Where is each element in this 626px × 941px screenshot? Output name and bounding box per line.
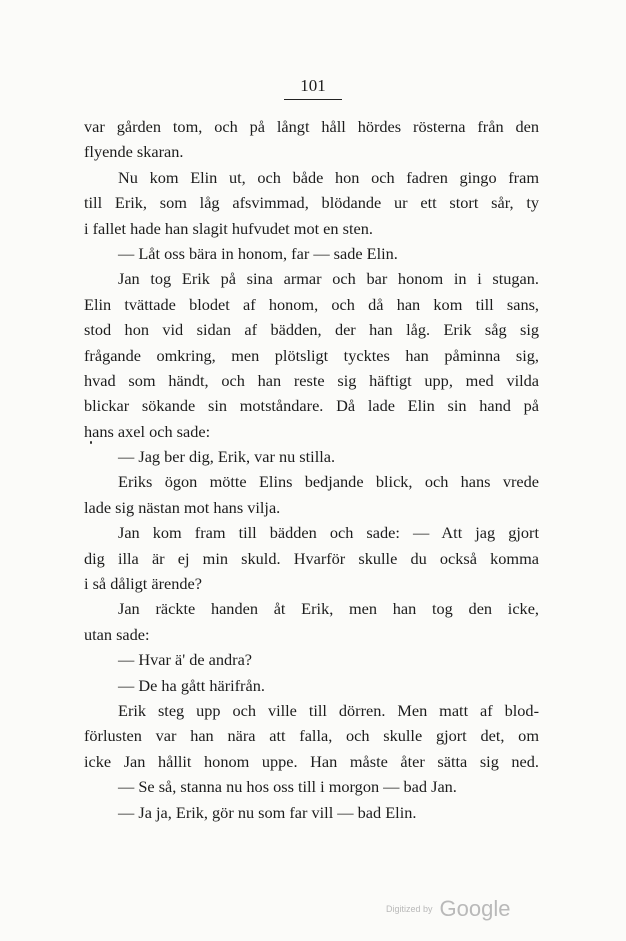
watermark-logo-text: Google — [439, 896, 511, 921]
text-line: Jan kom fram till bädden och sade: — Att jag gjort — [118, 523, 539, 543]
body-text — [84, 114, 539, 825]
text-line: hvad som händt, och han reste sig häftigt upp, med vilda — [84, 370, 539, 390]
text-line: icke Jan hållit honom uppe. Han måste åter sätta sig ned. — [84, 751, 539, 771]
text-line: flyende skaran. — [84, 142, 184, 162]
text-line: — De ha gått härifrån. — [118, 675, 265, 695]
text-line: Erik steg upp och ville till dörren. Men matt af blod- — [118, 700, 539, 720]
text-line: Elin tvättade blodet af honom, och då han kom till sans, — [84, 294, 539, 314]
text-line: förlusten var han nära att falla, och skulle gjort det, om — [84, 726, 539, 746]
text-line: — Hvar ä' de andra? — [118, 650, 253, 670]
text-line: blickar sökande sin motståndare. Då lade Elin sin hand på — [84, 396, 539, 416]
ink-speck — [90, 441, 92, 444]
page-number: 101 — [300, 76, 326, 95]
text-line: utan sade: — [84, 624, 150, 644]
text-line: Nu kom Elin ut, och både hon och fadren gingo fram — [118, 167, 539, 187]
text-line: till Erik, som låg afsvimmad, blödande ur ett stort sår, ty — [84, 193, 539, 213]
text-line: var gården tom, och på långt håll hördes rösterna från den — [84, 117, 539, 136]
text-line: hans axel och sade: — [84, 421, 211, 441]
watermark-small-text: Digitized by — [386, 904, 433, 914]
text-line: Jan tog Erik på sina armar och bar honom in i stugan. — [118, 269, 539, 289]
text-line: i så dåligt ärende? — [84, 574, 202, 594]
text-line: Jan räckte handen åt Erik, men han tog den icke, — [118, 599, 539, 619]
digitization-watermark — [386, 896, 510, 922]
text-line: — Jag ber dig, Erik, var nu stilla. — [118, 447, 336, 467]
text-line: — Ja ja, Erik, gör nu som far vill — bad Elin. — [118, 802, 417, 822]
text-line: frågande omkring, men plötsligt tycktes han påminna sig, — [84, 345, 539, 365]
page-number-rule — [284, 99, 342, 100]
text-line: i fallet hade han slagit hufvudet mot en sten. — [84, 218, 373, 238]
text-line: stod hon vid sidan af bädden, der han låg. Erik såg sig — [84, 320, 539, 340]
text-line: Eriks ögon mötte Elins bedjande blick, och hans vrede — [118, 472, 539, 492]
text-line: lade sig nästan mot hans vilja. — [84, 497, 281, 517]
text-line: — Se så, stanna nu hos oss till i morgon — bad Jan. — [118, 777, 457, 797]
text-line: — Låt oss bära in honom, far — sade Elin. — [118, 243, 398, 263]
text-line: dig illa är ej min skuld. Hvarför skulle du också komma — [84, 548, 539, 568]
